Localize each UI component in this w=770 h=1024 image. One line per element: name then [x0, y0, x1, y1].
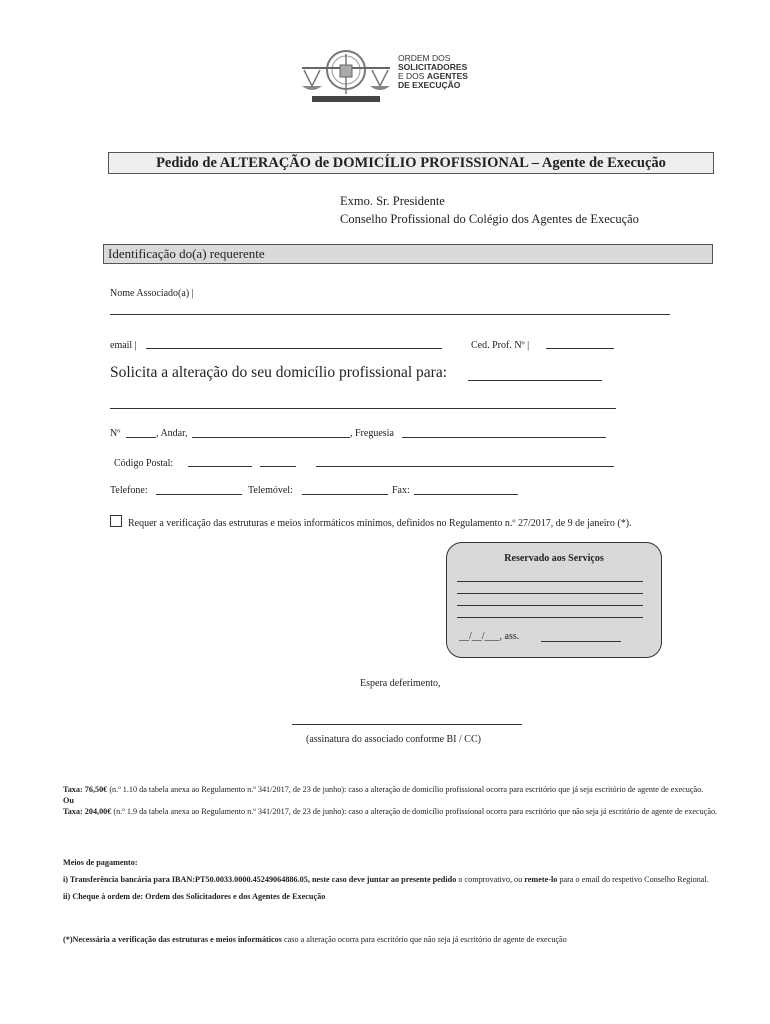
- mobile-label: Telemóvel:: [248, 485, 293, 496]
- name-label: Nome Associado(a) |: [110, 288, 194, 299]
- closing-text: Espera deferimento,: [360, 678, 441, 689]
- footnote: (*)Necessária a verificação das estruturas e meios informáticos caso a alteração ocorra para escritório que não seja já escritório de agente de execução: [63, 935, 567, 944]
- section-identification-label: Identificação do(a) requerente: [108, 246, 265, 261]
- fee-or: Ou: [63, 796, 74, 805]
- reserved-line-3[interactable]: [457, 597, 643, 606]
- payment-item-1: i) Transferência bancária para IBAN:PT50.0033.0000.45249064886.05, neste caso deve juntar ao presente pedido o comprovativo, ou remete-lo para o email do respetivo Conselho Regional.: [63, 875, 709, 884]
- fax-field[interactable]: [414, 484, 518, 495]
- payment-item-2: ii) Cheque à ordem de: Ordem dos Solicitadores e dos Agentes de Execução: [63, 892, 326, 901]
- logo-line-4: DE EXECUÇÃO: [398, 80, 461, 90]
- scales-emblem-icon: [298, 48, 394, 104]
- fee-2: Taxa: 204,00€ (n.º 1.9 da tabela anexa ao Regulamento n.º 341/2017, de 23 de junho): caso a alteração de domicílio profissional ocorra para escritório que não seja já escritório de agente de execução.: [63, 807, 718, 816]
- fee-1: Taxa: 76,50€ (n.º 1.10 da tabela anexa ao Regulamento n.º 341/2017, de 23 de junho): caso a alteração de domicílio profissional ocorra para escritório que já seja escritório de agente de execução.: [63, 785, 704, 794]
- locality-field[interactable]: [316, 456, 614, 467]
- number-field[interactable]: [126, 427, 156, 438]
- reserved-services-box: [446, 542, 662, 658]
- logo: [298, 48, 478, 106]
- floor-label: , Andar,: [156, 428, 188, 439]
- reserved-line-4[interactable]: [457, 609, 643, 618]
- fee-info: [63, 784, 728, 817]
- logo-line-3: E DOS AGENTES: [398, 71, 468, 81]
- parish-field[interactable]: [402, 427, 606, 438]
- logo-line-2: SOLICITADORES: [398, 62, 468, 72]
- reserved-date-label: __/__/___, ass.: [459, 631, 520, 642]
- ced-prof-field[interactable]: [546, 338, 614, 349]
- form-title: Pedido de ALTERAÇÃO de DOMICÍLIO PROFISSIONAL – Agente de Execução: [108, 152, 714, 174]
- email-field[interactable]: [146, 338, 442, 349]
- email-label: email |: [110, 340, 137, 351]
- verification-checkbox[interactable]: [110, 515, 122, 527]
- floor-field[interactable]: [192, 427, 350, 438]
- name-field[interactable]: [110, 304, 670, 315]
- ced-prof-label: Ced. Prof. Nº |: [471, 340, 530, 351]
- verification-checkbox-label: Requer a verificação das estruturas e meios informáticos mínimos, definidos no Regulamento n.º 27/2017, de 9 de janeiro (*).: [128, 518, 632, 529]
- reserved-signature-field[interactable]: [541, 631, 621, 642]
- signature-line[interactable]: [292, 716, 522, 725]
- phone-field[interactable]: [156, 484, 242, 495]
- payment-heading: Meios de pagamento:: [63, 858, 138, 867]
- addressee-line-2: Conselho Profissional do Colégio dos Agentes de Execução: [340, 212, 639, 226]
- reserved-title: Reservado aos Serviços: [504, 553, 604, 564]
- signature-caption: (assinatura do associado conforme BI / CC): [306, 734, 481, 745]
- addressee: [340, 192, 639, 228]
- number-label: Nº: [110, 428, 121, 439]
- reserved-line-1[interactable]: [457, 573, 643, 582]
- fax-label: Fax:: [392, 485, 410, 496]
- section-identification: [103, 244, 713, 264]
- postal-code-field-2[interactable]: [260, 456, 296, 467]
- request-heading-field[interactable]: [468, 368, 602, 381]
- logo-line-1: ORDEM DOS: [398, 53, 451, 63]
- phone-label: Telefone:: [110, 485, 148, 496]
- parish-label: , Freguesia: [350, 428, 394, 439]
- postal-code-field-1[interactable]: [188, 456, 252, 467]
- payment-info: [63, 854, 728, 905]
- reserved-line-2[interactable]: [457, 585, 643, 594]
- mobile-field[interactable]: [302, 484, 388, 495]
- addressee-line-1: Exmo. Sr. Presidente: [340, 194, 445, 208]
- address-field[interactable]: [110, 398, 616, 409]
- postal-code-label: Código Postal:: [114, 458, 174, 469]
- request-heading: Solicita a alteração do seu domicílio profissional para:: [110, 364, 448, 381]
